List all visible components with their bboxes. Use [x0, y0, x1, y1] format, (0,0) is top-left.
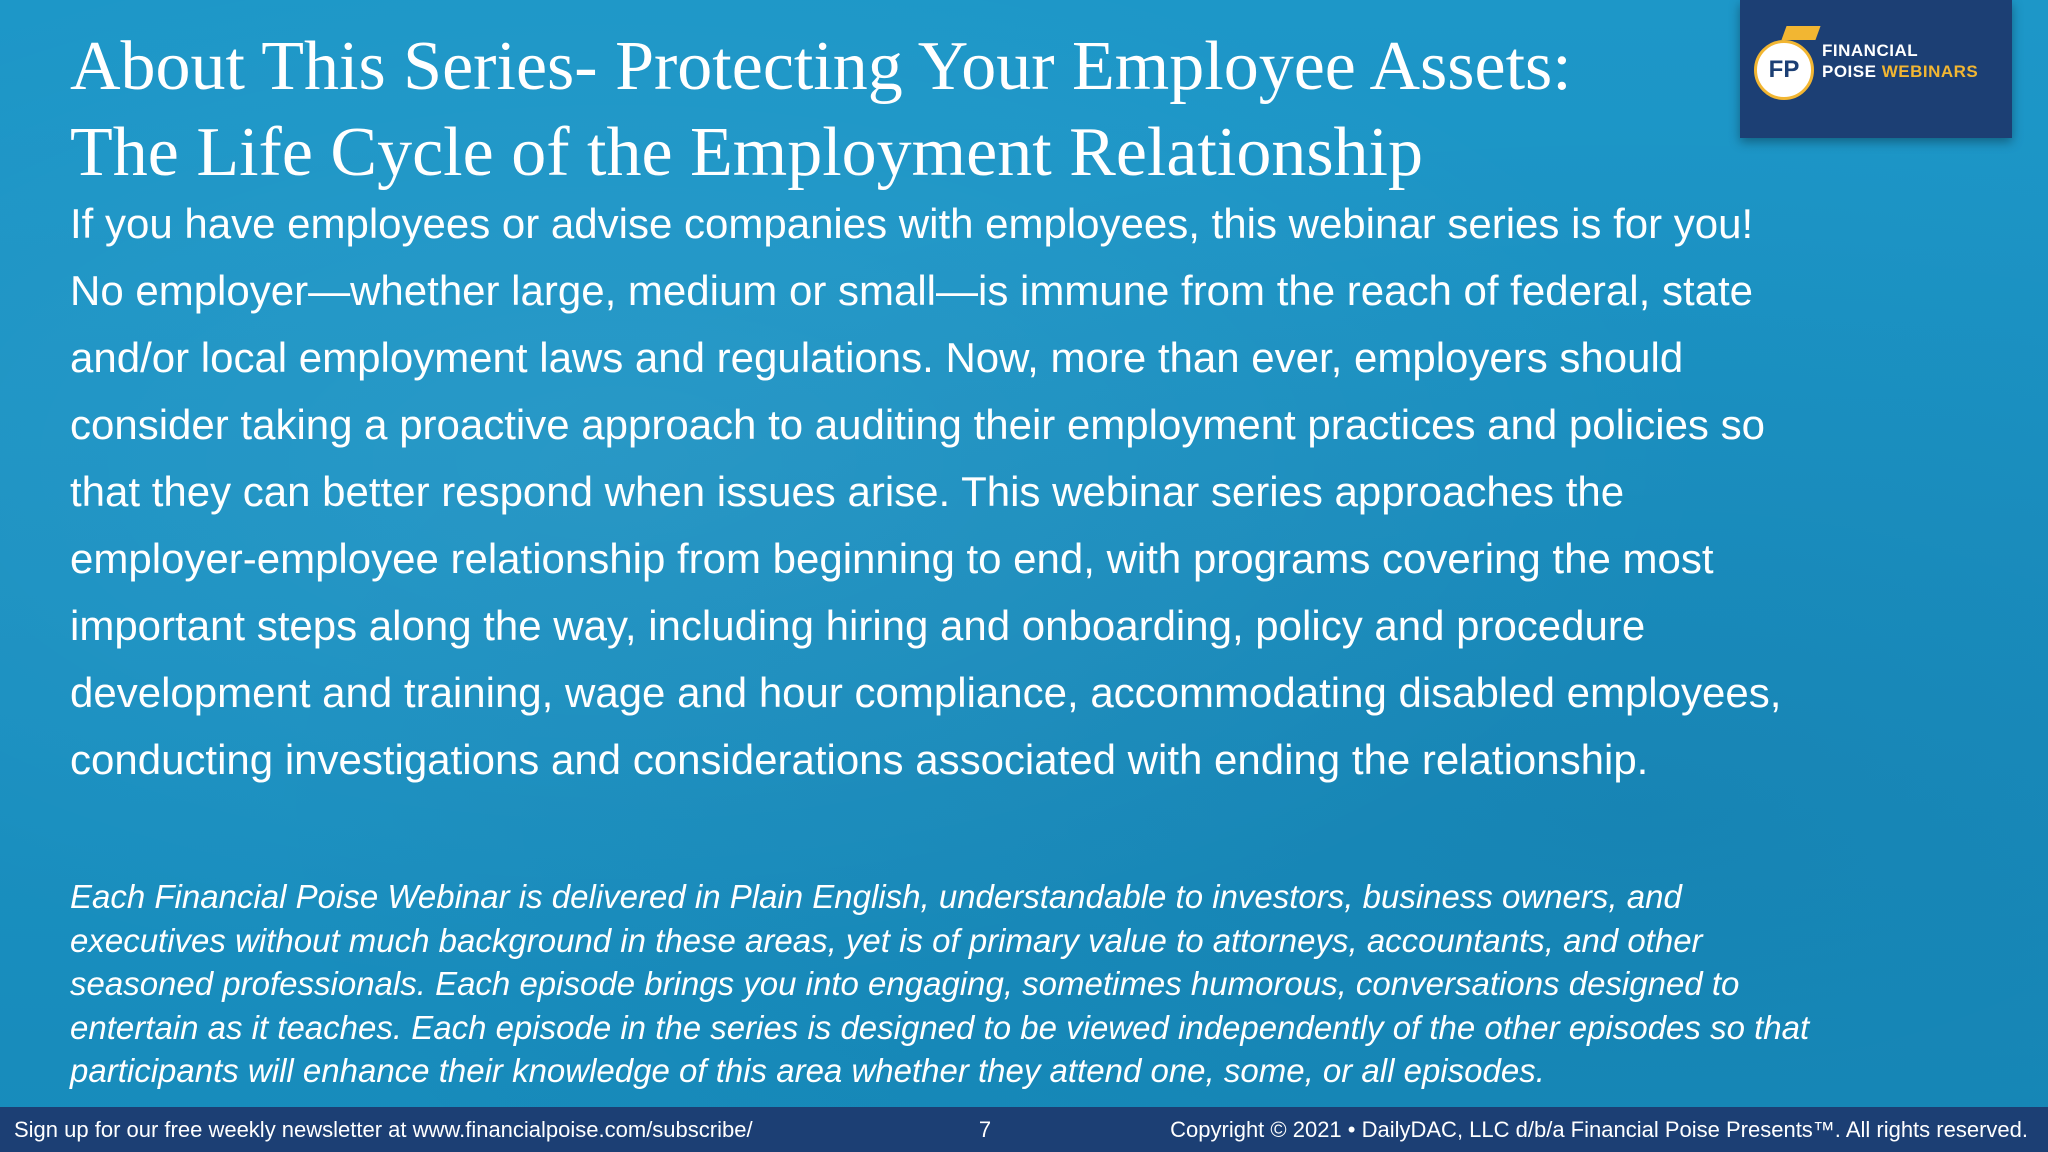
body-line: and/or local employment laws and regulations. Now, more than ever, employers should — [70, 334, 1684, 381]
logo-line-1: FINANCIAL — [1822, 41, 1919, 60]
note-line: participants will enhance their knowledge of this area whether they attend one, some, or all episodes. — [70, 1052, 1545, 1089]
title-line-1: About This Series- Protecting Your Employee Assets: — [70, 28, 1572, 105]
note-line: Each Financial Poise Webinar is delivered in Plain English, understandable to investors, business owners, and — [70, 878, 1682, 915]
fp-badge: FP — [1754, 40, 1814, 100]
copyright-text: Copyright © 2021 • DailyDAC, LLC d/b/a Financial Poise Presents™. All rights reserved. — [1170, 1117, 2028, 1142]
financial-poise-logo — [1740, 0, 2012, 138]
note-line: entertain as it teaches. Each episode in the series is designed to be viewed independently of the other episodes so that — [70, 1008, 1810, 1046]
body-line: that they can better respond when issues arise. This webinar series approaches the — [70, 468, 1625, 515]
logo-wordmark — [1822, 40, 1978, 82]
slide-title — [70, 24, 1720, 196]
body-line: development and training, wage and hour compliance, accommodating disabled employees, — [70, 669, 1782, 716]
body-line: consider taking a proactive approach to auditing their employment practices and policies so — [70, 401, 1765, 448]
graduation-cap-icon — [1781, 26, 1820, 40]
note-line: seasoned professionals. Each episode brings you into engaging, sometimes humorous, conversations designed to — [70, 965, 1740, 1002]
note-line: executives without much background in these areas, yet is of primary value to attorneys, accountants, and other — [70, 921, 1703, 959]
webinar-note — [70, 875, 1970, 1093]
body-line: employer-employee relationship from beginning to end, with programs covering the most — [70, 535, 1714, 582]
title-line-2: The Life Cycle of the Employment Relationship — [70, 114, 1424, 191]
logo-line-2b: WEBINARS — [1881, 62, 1979, 81]
series-description — [70, 190, 1970, 793]
body-line: conducting investigations and considerations associated with ending the relationship. — [70, 736, 1649, 783]
body-line: important steps along the way, including hiring and onboarding, policy and procedure — [70, 602, 1646, 649]
logo-line-2a: POISE — [1822, 62, 1877, 81]
newsletter-signup-text: Sign up for our free weekly newsletter at www.financialpoise.com/subscribe/ — [14, 1117, 753, 1142]
body-line: No employer—whether large, medium or small—is immune from the reach of federal, state — [70, 267, 1753, 314]
footer-bar — [0, 1107, 2048, 1152]
page-number: 7 — [978, 1117, 992, 1142]
body-line: If you have employees or advise companies with employees, this webinar series is for you! — [70, 200, 1754, 247]
logo-line-2 — [1822, 61, 1978, 82]
